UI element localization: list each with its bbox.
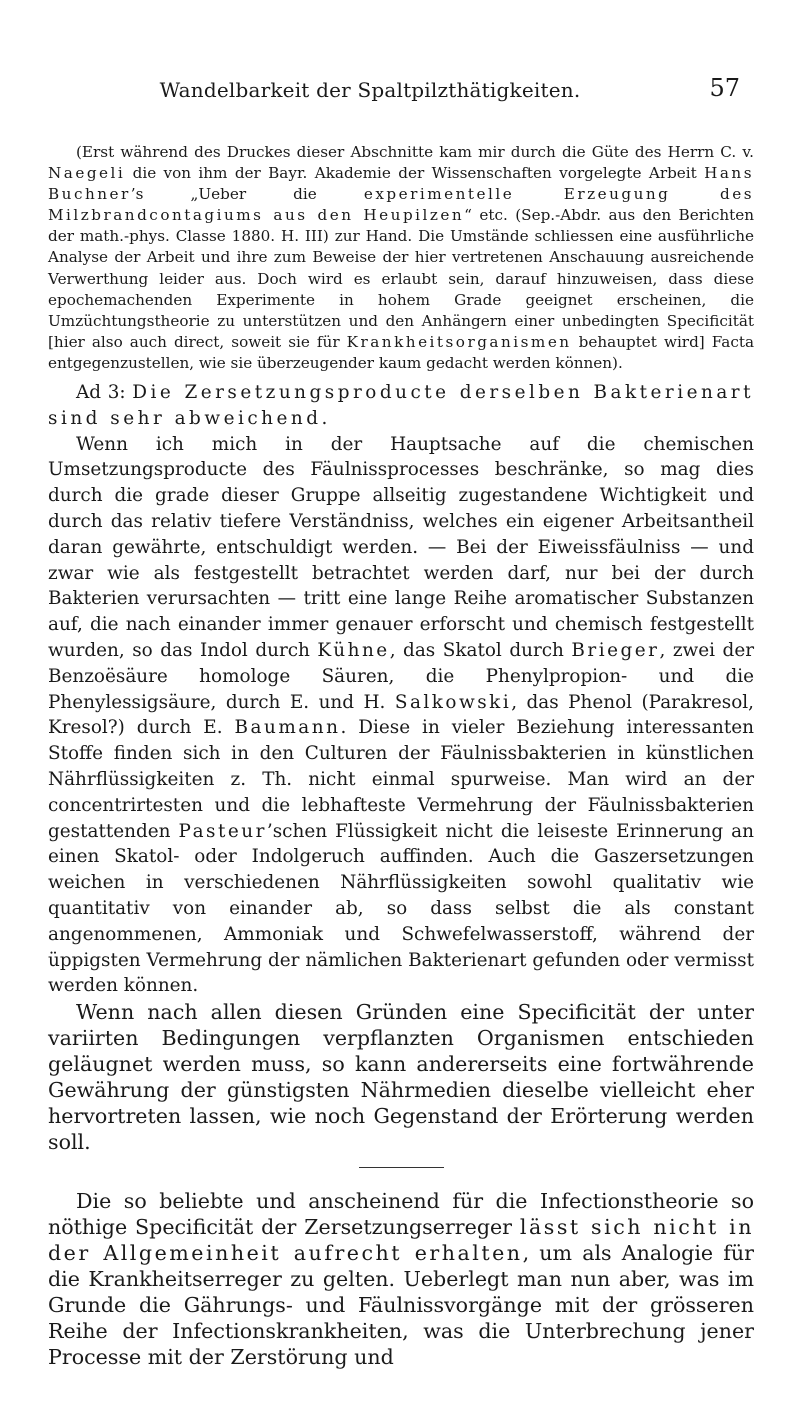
footnote-paragraph: (Erst während des Druckes dieser Abschnitte kam mir durch die Güte des Herrn C. v. Naegeli die von ihm der Bayr. Akademie der Wissenschaften vorgelegte Arbeit Hans Buchner’s „Ueber die experimentelle Erzeugung des Milzbrandcontagiums aus den Heupilzen“ etc. (Sep.-Abdr. aus den Berichten der math.-phys. Classe 1880. H. III) zur Hand. Die Umstände schliessen eine ausführliche Analyse der Arbeit und ihre zum Beweise der hier vertretenen Anschauung ausreichende Verwerthung leider aus. Doch wird es erlaubt sein, darauf hinzuweisen, dass diese epochemachenden Experimente in hohem Grade geeignet erscheinen, die Umzüchtungstheorie zu unterstützen und den Anhängern einer unbedingten Specificität [hier also auch direct, soweit sie für Krankheitsorganismen behauptet wird] Facta entgegenzustellen, wie sie überzeugender kaum gedacht werden können). xyxy=(48,143,754,372)
author-name: Hans Buchner xyxy=(48,164,754,204)
author-name: Pasteur xyxy=(178,820,267,842)
author-name: Kühne xyxy=(317,640,390,661)
author-name: Naegeli xyxy=(48,164,126,183)
emphasized-phrase: lässt sich nicht in der Allgemeinheit aufrecht erhalten xyxy=(48,1215,755,1266)
body-paragraph: Die so beliebte und anscheinend für die Infectionstheorie so nöthige Specificität der Zersetzungserreger lässt sich nicht in der Allgemeinheit aufrecht erhalten, um als Analogie für die Krankheitserreger zu gelten. Ueberlegt man nun aber, was im Grunde die Gährungs- und Fäulnissvorgänge mit der grösseren Reihe der Infectionskrankheiten, was die Unterbrechung jener Processe mit der Zerstörung und xyxy=(48,1189,755,1370)
running-head: Wandelbarkeit der Spaltpilzthätigkeiten. xyxy=(159,78,581,102)
emphasized-term: Krankheitsorganismen xyxy=(346,332,572,351)
conclusion-paragraph: Wenn nach allen diesen Gründen eine Specificität der unter variirten Bedingungen verpflanzten Organismen entschieden geläugnet werden muss, so kann andererseits eine fortwährende Gewährung der günstigsten Nährmedien dieselbe vielleicht eher hervortreten lassen, wie noch Gegenstand der Erörterung werden soll. xyxy=(48,1000,754,1155)
separator-rule xyxy=(359,1167,444,1168)
section-heading: Ad 3: Die Zersetzungsproducte derselben Bakterienart sind sehr abweichend. xyxy=(48,382,754,429)
author-name: Brieger xyxy=(571,640,660,661)
author-name: Salkowski xyxy=(394,691,512,713)
section-heading-text: Die Zersetzungsproducte derselben Bakterienart sind sehr abweichend. xyxy=(48,382,754,429)
page-number: 57 xyxy=(709,74,740,102)
emphasized-title: experimentelle Erzeugung des Milzbrandcontagiums aus den Heupilzen xyxy=(48,185,754,225)
author-name: Baumann xyxy=(234,717,341,739)
body-paragraph: Wenn ich mich in der Hauptsache auf die chemischen Umsetzungsproducte des Fäulnissprocesses beschränke, so mag dies durch die grade dieser Gruppe allseitig zugestandene Wichtigkeit und durch das relativ tiefere Verständniss, welches ein eigener Arbeitsantheil daran gewährte, entschuldigt werden. — Bei der Eiweissfäulniss — und zwar wie als festgestellt betrachtet werden darf, nur bei der durch Bakterien verursachten — tritt eine lange Reihe aromatischer Substanzen auf, die nach einander immer genauer erforscht und chemisch festgestellt wurden, so das Indol durch Kühne, das Skatol durch Brieger, zwei der Benzoësäure homologe Säuren, die Phenylpropion- und die Phenylessigsäure, durch E. und H. Salkowski, das Phenol (Parakresol, Kresol?) durch E. Baumann. Diese in vieler Beziehung interessanten Stoffe finden sich in den Culturen der Fäulnissbakterien in künstlichen Nährflüssigkeiten z. Th. nicht einmal spurweise. Man wird an der concentrirtesten und die lebhafteste Vermehrung der Fäulnissbakterien gestattenden Pasteur’schen Flüssigkeit nicht die leiseste Erinnerung an einen Skatol- oder Indolgeruch auffinden. Auch die Gaszersetzungen weichen in verschiedenen Nährflüssigkeiten sowohl qualitativ wie quantitativ von einander ab, so dass selbst die als constant angenommenen, Ammoniak und Schwefelwasserstoff, während der üppigsten Vermehrung der nämlichen Bakterienart gefunden oder vermisst werden können. xyxy=(48,433,755,997)
page-body xyxy=(48,142,754,1370)
